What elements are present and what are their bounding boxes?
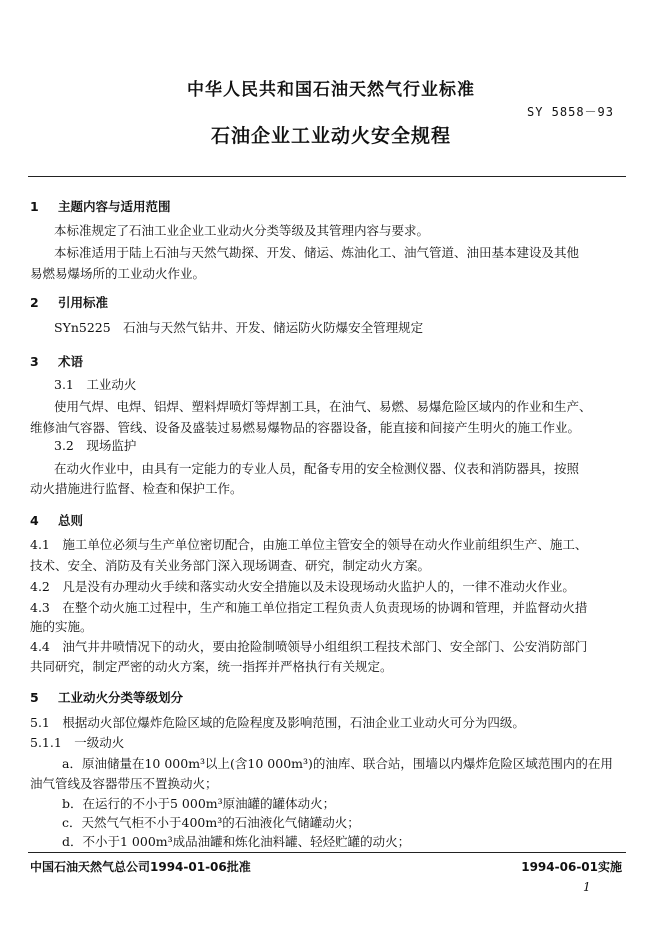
clause-5-1-1: 5.1.1 一级动火 [30,735,125,750]
section-title: 术语 [58,354,84,369]
implementation-date: 1994-06-01实施 [521,860,622,874]
section-number: 4 [30,513,39,528]
clause-4-4: 4.4 油气井井喷情况下的动火，要由抢险制喷领导小组组织工程技术部门、安全部门、公安消防部门 [30,639,588,654]
term-definition: 使用气焊、电焊、铝焊、塑料焊喷灯等焊割工具，在油气、易燃、易爆危险区域内的作业和生产、 [54,399,592,414]
term-definition: 维修油气容器、管线、设备及盛装过易燃易爆物品的容器设备，能直接和间接产生明火的施工作业。 [30,420,581,435]
paragraph: 本标准规定了石油工业企业工业动火分类等级及其管理内容与要求。 [54,223,430,238]
section-number: 2 [30,295,39,310]
section-2-heading [30,293,108,311]
term-definition: 在动火作业中，由具有一定能力的专业人员，配备专用的安全检测仪器、仪表和消防器具，按照 [54,461,580,476]
section-4-heading [30,511,83,529]
page-number: 1 [583,880,591,894]
top-rule [28,176,626,177]
issuing-organization: 中华人民共和国石油天然气行业标准 [187,80,475,100]
section-title: 工业动火分类等级划分 [58,690,184,705]
footer-rule [28,852,626,853]
list-item-continuation: 油气管线及容器带压不置换动火； [30,776,218,791]
list-item-c: c．天然气气柜不小于400m³的石油液化气储罐动火； [62,815,360,830]
section-number: 1 [30,199,39,214]
clause-continuation: 施的实施。 [30,619,93,634]
section-5-heading [30,688,183,706]
section-number: 3 [30,354,39,369]
term-definition: 动火措施进行监督、检查和保护工作。 [30,481,243,496]
reference-standard: SYn5225 石油与天然气钻井、开发、储运防火防爆安全管理规定 [54,320,424,335]
clause-continuation: 共同研究，制定严密的动火方案，统一指挥并严格执行有关规定。 [30,659,393,674]
list-item-d: d．不小于1 000m³成品油罐和炼化油料罐、轻烃贮罐的动火； [62,834,411,849]
clause-4-3: 4.3 在整个动火施工过程中，生产和施工单位指定工程负责人负责现场的协调和管理，并监督动火措 [30,600,588,615]
clause-5-1: 5.1 根据动火部位爆炸危险区域的危险程度及影响范围，石油企业工业动火可分为四级。 [30,715,525,730]
section-number: 5 [30,690,39,705]
section-3-heading [30,352,83,370]
clause-continuation: 技术、安全、消防及有关业务部门深入现场调查、研究，制定动火方案。 [30,558,431,573]
clause-4-1: 4.1 施工单位必须与生产单位密切配合，由施工单位主管安全的领导在动火作业前组织生产、施工、 [30,537,588,552]
term-heading: 3.1 工业动火 [54,377,137,392]
standard-code: SY 5858－93 [526,105,614,119]
paragraph-continuation: 易燃易爆场所的工业动火作业。 [30,266,206,281]
list-item-b: b．在运行的不小于5 000m³原油罐的罐体动火； [62,796,336,811]
document-title: 石油企业工业动火安全规程 [210,125,451,147]
term-heading: 3.2 现场监护 [54,438,137,453]
section-title: 主题内容与适用范围 [58,199,171,214]
section-title: 总则 [58,513,84,528]
approval-date: 中国石油天然气总公司1994-01-06批准 [30,860,251,874]
section-1-heading [30,197,171,215]
paragraph: 本标准适用于陆上石油与天然气勘探、开发、储运、炼油化工、油气管道、油田基本建设及其他 [54,245,580,260]
clause-4-2: 4.2 凡是没有办理动火手续和落实动火安全措施以及未设现场动火监护人的，一律不准动火作业。 [30,579,575,594]
section-title: 引用标准 [58,295,109,310]
list-item-a: a．原油储量在10 000m³以上(含10 000m³)的油库、联合站，围墙以内爆炸危险区域范围内的在用 [62,756,613,771]
